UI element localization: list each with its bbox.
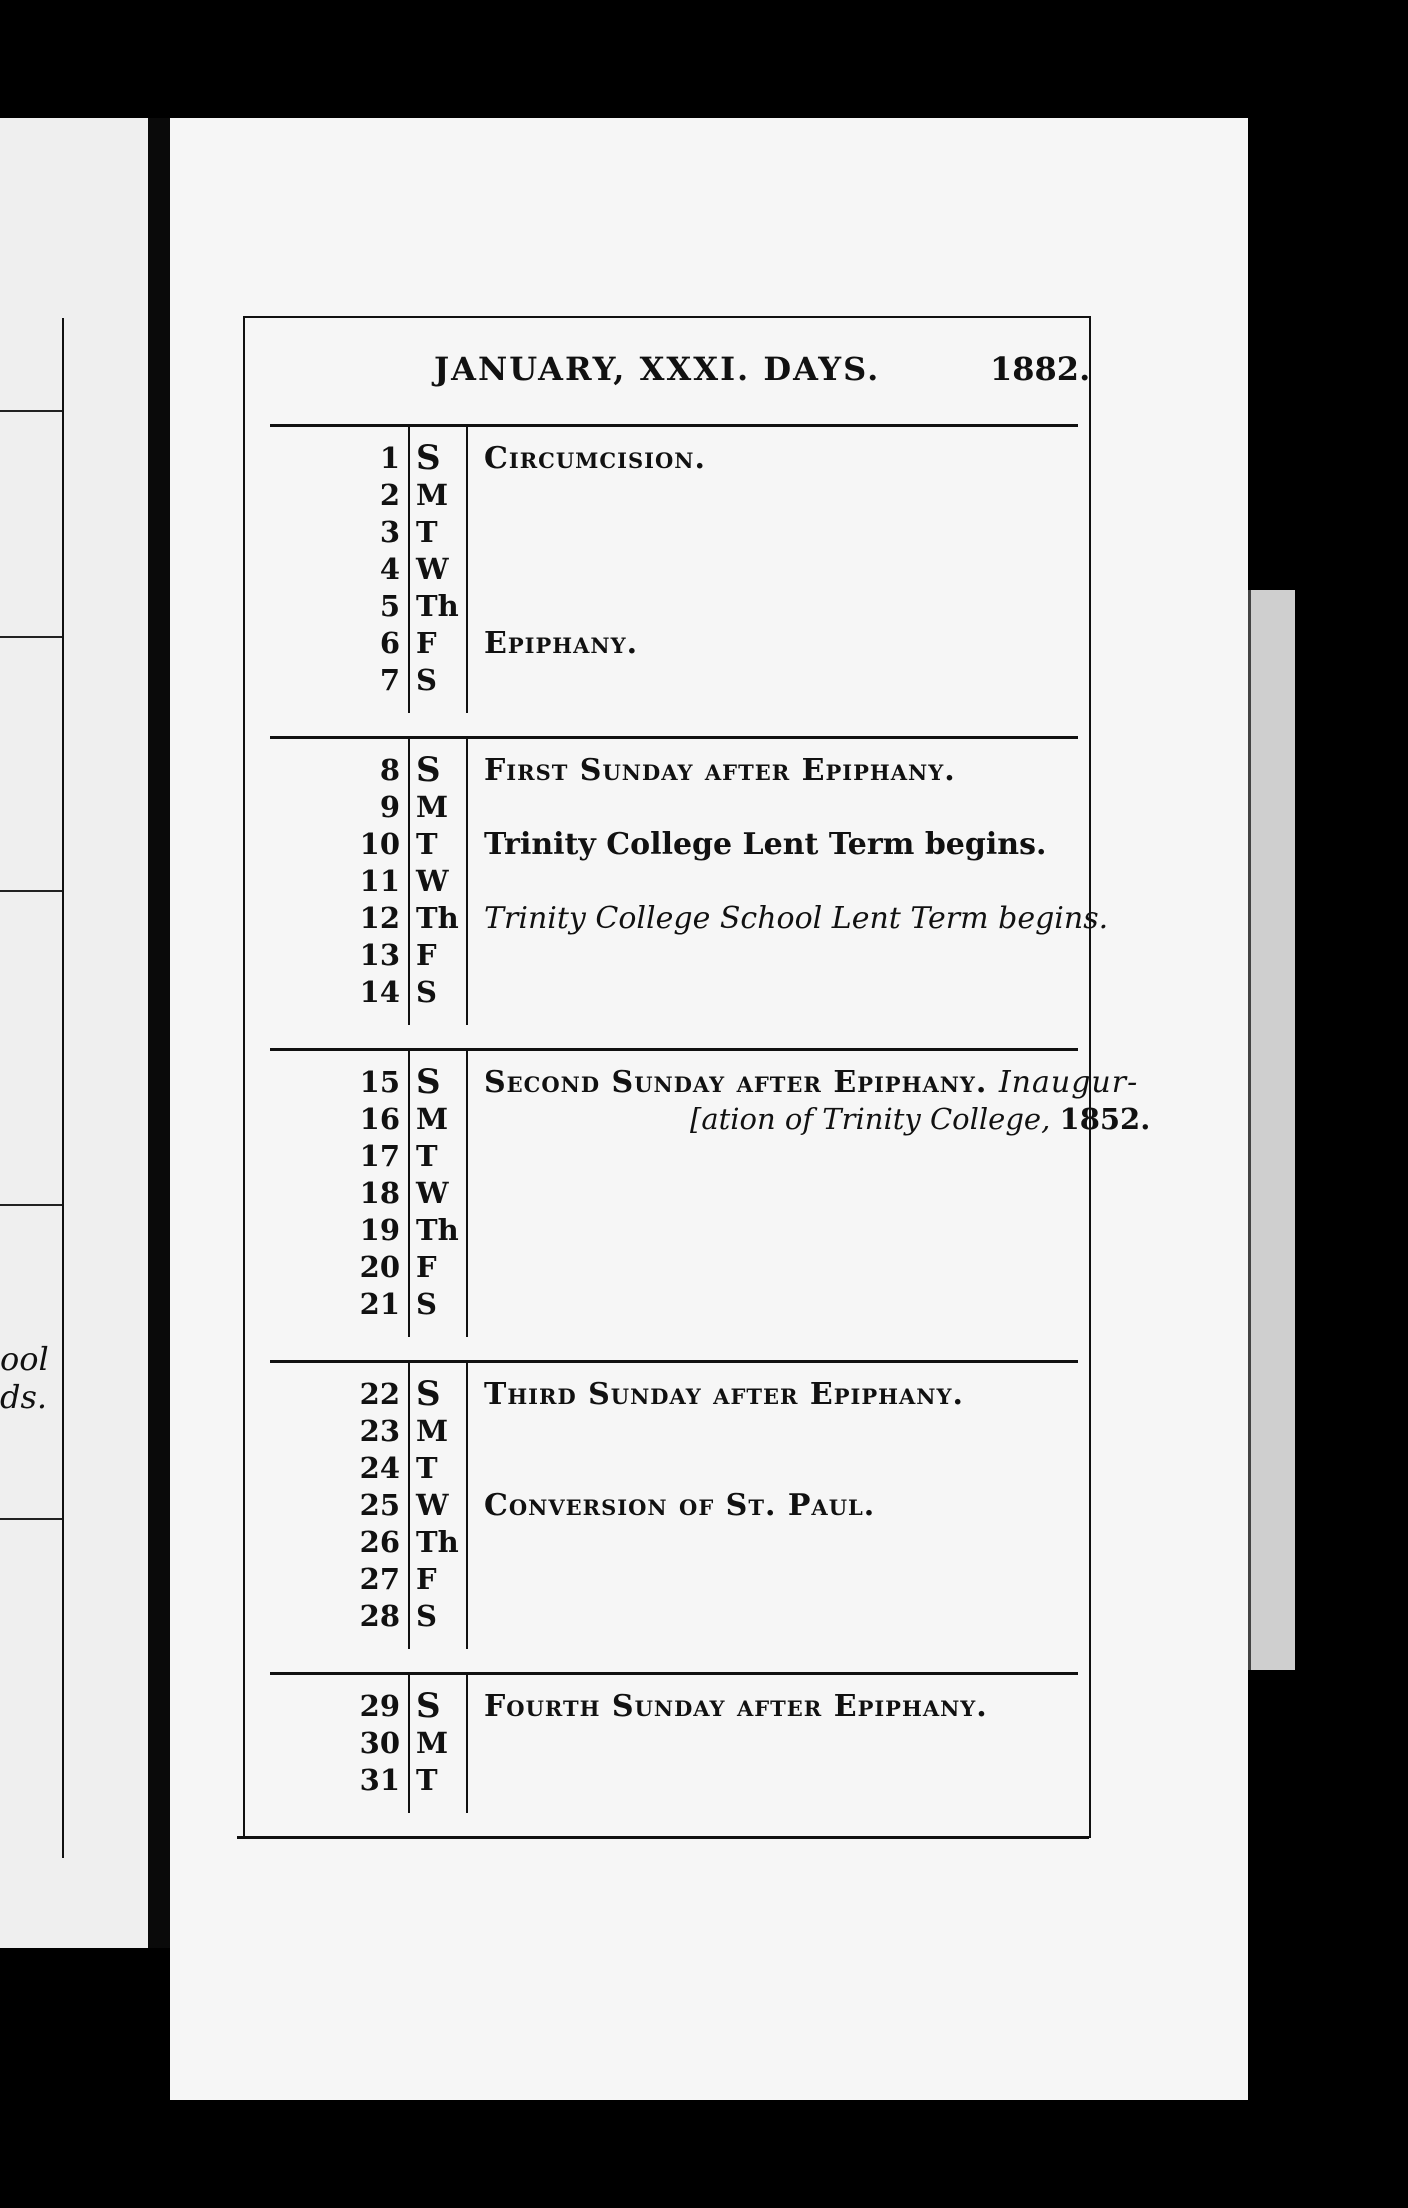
weekday-letter: S <box>416 1599 437 1633</box>
weekday-letter: T <box>416 515 438 549</box>
weekday-letter: F <box>416 1562 437 1596</box>
weekday-letter: M <box>416 1726 449 1760</box>
day-row <box>270 1212 1078 1249</box>
event-text <box>484 826 1084 863</box>
day-number: 13 <box>359 938 400 972</box>
weekday-letter: Th <box>416 901 459 935</box>
day-number: 31 <box>359 1763 400 1797</box>
day-row <box>270 900 1109 937</box>
week-rule <box>270 736 1078 739</box>
day-row <box>270 1138 1078 1175</box>
event-label: Epiphany. <box>484 626 639 661</box>
day-number: 1 <box>379 441 400 475</box>
day-row <box>270 1101 1151 1138</box>
event-text <box>484 1487 1084 1524</box>
day-number: 25 <box>359 1488 400 1522</box>
day-number: 21 <box>359 1287 400 1321</box>
week-block <box>270 1360 1078 1649</box>
weekday-letter: T <box>416 1451 438 1485</box>
day-row <box>270 974 1078 1011</box>
event-label: Trinity College Lent Term begins. <box>484 827 1047 862</box>
day-number: 16 <box>359 1102 400 1136</box>
weekday-letter: T <box>416 827 438 861</box>
left-page-text: ool <box>0 1340 49 1378</box>
day-number: 17 <box>359 1139 400 1173</box>
day-number: 22 <box>359 1377 400 1411</box>
weekday-letter: M <box>416 790 449 824</box>
weekday-letter: M <box>416 1414 449 1448</box>
day-row <box>270 1524 1078 1561</box>
day-row <box>270 1688 1078 1725</box>
left-page-rule <box>62 318 64 1858</box>
weekday-letter: W <box>416 864 449 898</box>
week-block <box>270 1672 1078 1813</box>
weekday-letter: F <box>416 626 437 660</box>
weekday-letter: F <box>416 1250 437 1284</box>
day-row <box>270 826 1078 863</box>
left-page-divider <box>0 636 62 638</box>
event-text <box>484 625 1084 662</box>
day-row <box>270 1487 1078 1524</box>
day-row <box>270 440 1078 477</box>
day-number: 10 <box>359 827 400 861</box>
day-row <box>270 1762 1078 1799</box>
day-number: 23 <box>359 1414 400 1448</box>
event-text <box>484 752 1084 789</box>
page-frame-bottom <box>237 1836 1089 1839</box>
day-row <box>270 1450 1078 1487</box>
day-row <box>270 1175 1078 1212</box>
day-row <box>270 1249 1078 1286</box>
event-text <box>484 1688 1084 1725</box>
week-rule <box>270 424 1078 427</box>
sunday-letter: S <box>416 750 441 790</box>
weekday-letter: M <box>416 1102 449 1136</box>
event-label: Circumcision. <box>484 441 706 476</box>
page-gutter <box>148 118 170 1948</box>
left-page-divider <box>0 1518 62 1520</box>
day-row <box>270 1725 1078 1762</box>
week-block <box>270 424 1078 713</box>
day-row <box>270 477 1078 514</box>
event-text <box>484 1064 1139 1101</box>
left-page-divider <box>0 410 62 412</box>
day-row <box>270 863 1078 900</box>
week-rule <box>270 1048 1078 1051</box>
left-page-fragment <box>0 118 148 1948</box>
event-label: Third Sunday after Epiphany. <box>484 1377 964 1412</box>
event-continuation-year: 1852. <box>1059 1102 1151 1136</box>
day-number: 3 <box>379 515 400 549</box>
day-number: 29 <box>359 1689 400 1723</box>
day-row <box>270 1561 1078 1598</box>
sunday-letter: S <box>416 1686 441 1726</box>
sunday-letter: S <box>416 1062 441 1102</box>
day-number: 26 <box>359 1525 400 1559</box>
day-number: 30 <box>359 1726 400 1760</box>
day-row <box>270 1413 1078 1450</box>
weekday-letter: Th <box>416 1525 459 1559</box>
day-number: 2 <box>379 478 400 512</box>
sunday-letter: S <box>416 438 441 478</box>
day-number: 28 <box>359 1599 400 1633</box>
event-text <box>484 900 1109 937</box>
day-number: 12 <box>359 901 400 935</box>
week-rule <box>270 1360 1078 1363</box>
day-row <box>270 1062 1139 1102</box>
day-number: 7 <box>379 663 400 697</box>
event-label: Trinity College School Lent Term begins. <box>484 901 1109 936</box>
event-continuation <box>690 1101 1151 1138</box>
event-label-tail: Inaugur- <box>998 1065 1139 1100</box>
day-row <box>270 1598 1078 1635</box>
left-page-divider <box>0 890 62 892</box>
weekday-letter: W <box>416 1488 449 1522</box>
event-text <box>484 440 1084 477</box>
day-number: 27 <box>359 1562 400 1596</box>
almanac-page <box>170 118 1248 2100</box>
weekday-letter: Th <box>416 589 459 623</box>
event-continuation-text: [ation of Trinity College, <box>690 1102 1051 1136</box>
day-number: 14 <box>359 975 400 1009</box>
day-number: 18 <box>359 1176 400 1210</box>
weekday-letter: S <box>416 975 437 1009</box>
day-row <box>270 551 1078 588</box>
event-label: Fourth Sunday after Epiphany. <box>484 1689 988 1724</box>
year-label: 1882. <box>990 350 1091 388</box>
weekday-letter: T <box>416 1763 438 1797</box>
day-number: 8 <box>379 753 400 787</box>
day-row <box>270 514 1078 551</box>
day-row <box>270 662 1078 699</box>
week-rule <box>270 1672 1078 1675</box>
event-label: Second Sunday after Epiphany. <box>484 1065 988 1100</box>
event-text <box>484 1376 1084 1413</box>
day-number: 6 <box>379 626 400 660</box>
week-block <box>270 1048 1151 1337</box>
day-row <box>270 588 1078 625</box>
left-page-text: ds. <box>0 1378 48 1416</box>
day-row <box>270 625 1078 662</box>
left-page-divider <box>0 1204 62 1206</box>
day-row <box>270 937 1078 974</box>
day-row <box>270 752 1078 789</box>
day-number: 24 <box>359 1451 400 1485</box>
day-row <box>270 1286 1078 1323</box>
day-row <box>270 1376 1078 1413</box>
event-label: Conversion of St. Paul. <box>484 1488 876 1523</box>
weekday-letter: W <box>416 552 449 586</box>
day-number: 11 <box>359 864 400 898</box>
day-number: 9 <box>379 790 400 824</box>
sunday-letter: S <box>416 1374 441 1414</box>
day-number: 5 <box>379 589 400 623</box>
weekday-letter: S <box>416 1287 437 1321</box>
weekday-letter: F <box>416 938 437 972</box>
weekday-letter: Th <box>416 1213 459 1247</box>
page-edge <box>1248 590 1295 1670</box>
event-label: First Sunday after Epiphany. <box>484 753 956 788</box>
day-row <box>270 789 1078 826</box>
weekday-letter: M <box>416 478 449 512</box>
month-title: JANUARY, XXXI. DAYS. <box>434 350 881 388</box>
weekday-letter: S <box>416 663 437 697</box>
day-number: 19 <box>359 1213 400 1247</box>
day-number: 15 <box>359 1065 400 1099</box>
page-header <box>170 350 1248 400</box>
week-block <box>270 736 1109 1025</box>
day-number: 4 <box>379 552 400 586</box>
weekday-letter: W <box>416 1176 449 1210</box>
day-number: 20 <box>359 1250 400 1284</box>
weekday-letter: T <box>416 1139 438 1173</box>
